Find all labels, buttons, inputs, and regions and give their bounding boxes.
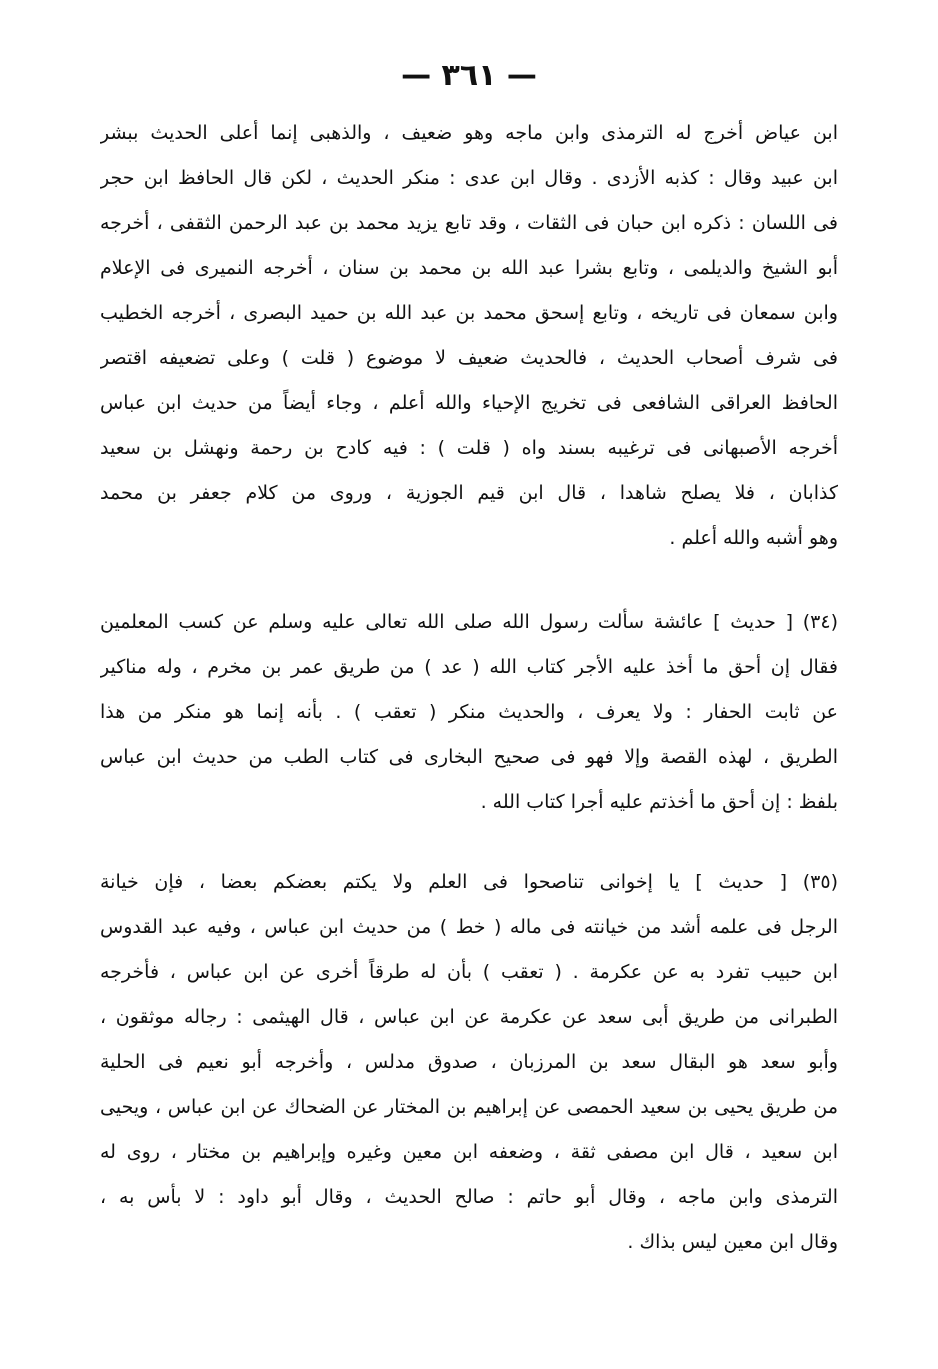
- text-line: فى شرف أصحاب الحديث ، فالحديث ضعيف لا موضوع ( قلت ) وعلى تضعيفه اقتصر: [100, 347, 838, 369]
- text-line: وهو أشبه والله أعلم .: [669, 527, 838, 549]
- text-line: (٣٥) [ حديث ] يا إخوانى تناصحوا فى العلم ولا يكتم بعضكم بعضا ، فإن خيانة: [100, 871, 838, 893]
- text-line: الطريق ، لهذه القصة وإلا فهو فى صحيح البخارى فى كتاب الطب من حديث ابن عباس: [100, 746, 838, 768]
- text-line: وقال ابن معين ليس بذاك .: [627, 1231, 838, 1253]
- text-line: الحافظ العراقى الشافعى فى تخريج الإحياء والله أعلم ، وجاء أيضاً من حديث ابن عباس: [100, 392, 838, 414]
- text-line: الرجل فى علمه أشد من خيانته فى ماله ( خط ) من حديث ابن عباس ، وفيه عبد القدوس: [100, 916, 838, 938]
- text-line: فى اللسان : ذكره ابن حبان فى الثقات ، وقد تابع يزيد محمد بن عبد الرحمن الثقفى ، أخرجه: [100, 212, 838, 234]
- text-line: عن ثابت الحفار : ولا يعرف ، والحديث منكر ( تعقب ) . بأنه إنما هو منكر من هذا: [100, 701, 838, 723]
- text-line: ابن عبيد وقال : كذبه الأزدى . وقال ابن عدى : منكر الحديث ، لكن قال الحافظ ابن حجر: [100, 167, 838, 189]
- text-line: وابن سمعان فى تاريخه ، وتابع إسحق محمد بن عبد الله بن حميد البصرى ، أخرجه الخطيب: [100, 302, 838, 324]
- text-line: وأبو سعد هو البقال سعد بن المرزبان ، صدوق مدلس ، وأخرجه أبو نعيم فى الحلية: [100, 1051, 838, 1073]
- paragraph-continuation: [100, 111, 838, 561]
- hadith-entry-34: [100, 600, 838, 825]
- text-line: ابن سعيد ، قال ابن مصفى ثقة ، وضعفه ابن معين وغيره وإبراهيم بن مختار ، روى له: [100, 1141, 838, 1163]
- text-line: الطبرانى من طريق أبى سعد عن عكرمة عن ابن عباس ، قال الهيثمى : رجاله موثقون ،: [100, 1006, 838, 1028]
- text-line: (٣٤) [ حديث ] عائشة سألت رسول الله صلى الله تعالى عليه وسلم عن كسب المعلمين: [100, 611, 838, 633]
- text-line: ابن عياض أخرج له الترمذى وابن ماجه وهو ضعيف ، والذهبى إنما أعلى الحديث ببشر: [100, 122, 838, 144]
- hadith-entry-35: [100, 860, 838, 1265]
- text-line: فقال إن أحق ما أخذ عليه الأجر كتاب الله ( عد ) من طريق عمر بن مخرم ، وله مناكير: [100, 656, 838, 678]
- text-line: الترمذى وابن ماجه ، وقال أبو حاتم : صالح الحديث ، وقال أبو داود : لا بأس به ،: [100, 1186, 838, 1208]
- text-line: ابن حبيب تفرد به عن عكرمة . ( تعقب ) بأن له طرقاً أخرى عن ابن عباس ، فأخرجه: [100, 961, 838, 983]
- page-number: — ٣٦١ —: [401, 58, 537, 93]
- text-line: أبو الشيخ والديلمى ، وتابع بشرا عبد الله بن محمد بن سنان ، أخرجه النميرى فى الإعلام: [100, 257, 838, 279]
- text-line: من طريق يحيى بن سعيد الحمصى عن إبراهيم بن المختار عن الضحاك عن ابن عباس ، ويحيى: [100, 1096, 838, 1118]
- text-line: بلفظ : إن أحق ما أخذتم عليه أجرا كتاب الله .: [480, 791, 838, 813]
- text-line: كذابان ، فلا يصلح شاهدا ، قال ابن قيم الجوزية ، وروى من كلام جعفر بن محمد: [100, 482, 838, 504]
- text-line: أخرجه الأصبهانى فى ترغيبه بسند واه ( قلت ) : فيه كادح بن رحمة ونهشل بن سعيد: [100, 437, 838, 459]
